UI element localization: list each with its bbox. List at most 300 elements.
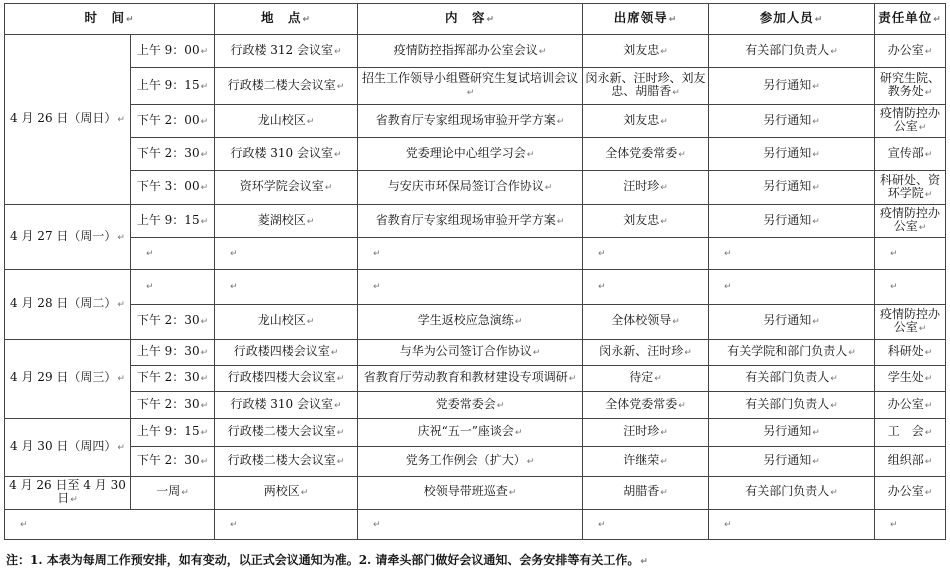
- paragraph-mark: ↵: [200, 400, 209, 411]
- paragraph-mark: ↵: [660, 116, 668, 127]
- paragraph-mark: ↵: [334, 149, 342, 160]
- paragraph-mark: ↵: [924, 189, 933, 200]
- unit-text: 疫情防控办公室: [879, 306, 940, 334]
- place-cell: [215, 304, 358, 339]
- unit-cell: [875, 35, 946, 68]
- paragraph-mark: ↵: [70, 494, 78, 505]
- unit-text: 疫情防控办公室: [879, 106, 940, 134]
- unit-text: 学生处: [887, 370, 924, 385]
- content-text: 校领导带班巡查: [423, 484, 508, 499]
- unit-cell: [875, 68, 946, 105]
- paragraph-mark: ↵: [568, 374, 577, 385]
- unit-text: 工 会: [887, 424, 924, 439]
- paragraph-mark: ↵: [200, 116, 209, 127]
- place-cell: [215, 270, 358, 304]
- time-text: 上午 9：00: [136, 42, 200, 57]
- leader-text: 全体校领导: [611, 313, 672, 328]
- content-text: 学生返校应急演练: [417, 313, 514, 328]
- attendees-text: 有关部门负责人: [745, 484, 830, 499]
- paragraph-mark: ↵: [924, 428, 933, 439]
- paragraph-mark: ↵: [924, 400, 933, 411]
- paragraph-mark: ↵: [660, 46, 668, 57]
- leader-text: 全体党委常委: [605, 145, 678, 160]
- header-unit: 责任单位↵: [875, 4, 946, 35]
- paragraph-mark: ↵: [306, 317, 315, 328]
- date-cell: [5, 339, 131, 419]
- place-text: 行政楼 310 会议室: [230, 145, 333, 160]
- content-cell: [358, 105, 583, 138]
- unit-text: 办公室: [887, 396, 924, 411]
- time-text: 下午 2：30: [136, 396, 200, 411]
- paragraph-mark: ↵: [466, 88, 475, 99]
- content-text: 省教育厅专家组现场审验开学方案: [375, 212, 556, 227]
- header-row: [5, 4, 946, 35]
- place-cell: [215, 509, 358, 539]
- attendees-cell: [709, 509, 875, 539]
- leader-cell: [583, 171, 709, 205]
- content-cell: [358, 205, 583, 238]
- attendees-text: 有关部门负责人: [745, 42, 830, 57]
- leader-text: 闵永新、汪时珍: [599, 344, 684, 359]
- paragraph-mark: ↵: [514, 317, 523, 328]
- paragraph-mark: ↵: [890, 249, 898, 260]
- time-text: 下午 3：00: [136, 179, 200, 194]
- time-cell: [131, 392, 215, 419]
- content-cell: [358, 366, 583, 392]
- table-row: [5, 339, 946, 366]
- paragraph-mark: ↵: [334, 400, 342, 411]
- paragraph-mark: ↵: [117, 443, 125, 454]
- time-cell: [131, 35, 215, 68]
- time-cell: [131, 476, 215, 509]
- paragraph-mark: ↵: [654, 374, 662, 385]
- leader-text: 刘友忠: [623, 212, 660, 227]
- paragraph-mark: ↵: [181, 488, 189, 499]
- paragraph-mark: ↵: [230, 519, 238, 530]
- time-text: 上午 9：15: [136, 212, 200, 227]
- place-cell: [215, 238, 358, 270]
- paragraph-mark: ↵: [514, 428, 523, 439]
- unit-text: 研究生院、教务处: [879, 71, 940, 99]
- attendees-text: 另行通知: [763, 452, 812, 467]
- date-text: 4 月 28 日（周二）: [10, 296, 117, 311]
- paragraph-mark: ↵: [117, 300, 125, 311]
- place-text: 行政楼二楼大会议室: [227, 77, 336, 92]
- leader-text: 汪时珍: [623, 424, 660, 439]
- paragraph-mark: ↵: [230, 249, 238, 260]
- table-row: [5, 419, 946, 447]
- unit-cell: [875, 138, 946, 171]
- place-text: 行政楼二楼大会议室: [227, 452, 336, 467]
- header-attendees: 参加人员↵: [709, 4, 875, 35]
- time-cell: [131, 205, 215, 238]
- time-cell: [131, 270, 215, 304]
- paragraph-mark: ↵: [812, 81, 820, 92]
- leader-text: 许继荣: [623, 452, 660, 467]
- table-row: [5, 68, 946, 105]
- paragraph-mark: ↵: [336, 374, 345, 385]
- place-cell: [215, 68, 358, 105]
- leader-cell: [583, 304, 709, 339]
- content-cell: [358, 476, 583, 509]
- paragraph-mark: ↵: [918, 123, 927, 134]
- paragraph-mark: ↵: [812, 116, 820, 127]
- paragraph-mark: ↵: [200, 374, 209, 385]
- place-cell: [215, 105, 358, 138]
- leader-cell: [583, 35, 709, 68]
- paragraph-mark: ↵: [556, 216, 565, 227]
- paragraph-mark: ↵: [532, 348, 541, 359]
- unit-cell: [875, 105, 946, 138]
- leader-cell: [583, 105, 709, 138]
- attendees-cell: [709, 68, 875, 105]
- unit-cell: [875, 419, 946, 447]
- paragraph-mark: ↵: [812, 456, 820, 467]
- table-row: [5, 105, 946, 138]
- paragraph-mark: ↵: [830, 46, 838, 57]
- attendees-cell: [709, 392, 875, 419]
- content-text: 省教育厅专家组现场审验开学方案: [375, 112, 556, 127]
- unit-text: 宣传部: [887, 145, 924, 160]
- paragraph-mark: ↵: [890, 282, 898, 293]
- time-cell: [131, 419, 215, 447]
- unit-text: 办公室: [887, 42, 924, 57]
- table-row: [5, 509, 946, 539]
- leader-cell: [583, 339, 709, 366]
- paragraph-mark: ↵: [200, 216, 209, 227]
- paragraph-mark: ↵: [508, 488, 517, 499]
- paragraph-mark: ↵: [830, 400, 838, 411]
- paragraph-mark: ↵: [812, 428, 820, 439]
- time-text: 一周: [156, 484, 181, 499]
- time-text: 下午 2：30: [136, 452, 200, 467]
- leader-cell: [583, 447, 709, 477]
- leader-cell: [583, 392, 709, 419]
- paragraph-mark: ↵: [924, 88, 933, 99]
- content-text: 省教育厅劳动教育和教材建设专项调研: [363, 370, 568, 385]
- header-content: 内 容↵: [358, 4, 583, 35]
- date-cell: [5, 419, 131, 477]
- paragraph-mark: ↵: [924, 456, 933, 467]
- attendees-cell: [709, 138, 875, 171]
- paragraph-mark: ↵: [890, 519, 898, 530]
- weekly-schedule-table: [4, 3, 946, 540]
- leader-text: 刘友忠: [623, 42, 660, 57]
- unit-cell: [875, 447, 946, 477]
- paragraph-mark: ↵: [496, 400, 505, 411]
- time-cell: [131, 138, 215, 171]
- attendees-text: 另行通知: [763, 179, 812, 194]
- paragraph-mark: ↵: [200, 149, 209, 160]
- paragraph-mark: ↵: [200, 81, 209, 92]
- content-text: 与华为公司签订合作协议: [399, 344, 532, 359]
- paragraph-mark: ↵: [200, 46, 209, 57]
- time-cell: [131, 447, 215, 477]
- unit-text: 科研处: [887, 344, 924, 359]
- paragraph-mark: ↵: [684, 348, 692, 359]
- unit-cell: [875, 270, 946, 304]
- paragraph-mark: ↵: [830, 488, 838, 499]
- place-cell: [215, 447, 358, 477]
- leader-cell: [583, 138, 709, 171]
- place-text: 龙山校区: [257, 112, 306, 127]
- table-row: [5, 304, 946, 339]
- content-cell: [358, 171, 583, 205]
- paragraph-mark: ↵: [336, 81, 345, 92]
- unit-cell: [875, 392, 946, 419]
- attendees-cell: [709, 205, 875, 238]
- table-row: [5, 35, 946, 68]
- attendees-cell: [709, 447, 875, 477]
- place-cell: [215, 205, 358, 238]
- unit-cell: [875, 366, 946, 392]
- attendees-cell: [709, 476, 875, 509]
- header-place: 地 点↵: [215, 4, 358, 35]
- leader-cell: [583, 205, 709, 238]
- paragraph-mark: ↵: [20, 519, 28, 530]
- place-cell: [215, 419, 358, 447]
- leader-cell: [583, 366, 709, 392]
- paragraph-mark: ↵: [306, 216, 315, 227]
- place-cell: [215, 476, 358, 509]
- content-cell: [358, 270, 583, 304]
- paragraph-mark: ↵: [672, 88, 680, 99]
- content-cell: [358, 419, 583, 447]
- header-leader: 出席领导↵: [583, 4, 709, 35]
- place-cell: [215, 392, 358, 419]
- attendees-cell: [709, 304, 875, 339]
- place-text: 行政楼 310 会议室: [230, 396, 333, 411]
- content-text: 党委常委会: [435, 396, 496, 411]
- unit-text: 组织部: [887, 452, 924, 467]
- attendees-text: 另行通知: [763, 145, 812, 160]
- date-cell: [5, 270, 131, 339]
- paragraph-mark: ↵: [334, 46, 342, 57]
- paragraph-mark: ↵: [830, 374, 838, 385]
- content-cell: [358, 509, 583, 539]
- paragraph-mark: ↵: [230, 282, 238, 293]
- place-text: 行政楼 312 会议室: [230, 42, 333, 57]
- table-row: [5, 138, 946, 171]
- paragraph-mark: ↵: [200, 456, 209, 467]
- place-text: 菱湖校区: [257, 212, 306, 227]
- place-cell: [215, 138, 358, 171]
- time-cell: [131, 304, 215, 339]
- content-text: 与安庆市环保局签订合作协议: [387, 179, 544, 194]
- paragraph-mark: ↵: [918, 323, 927, 334]
- paragraph-mark: ↵: [678, 149, 686, 160]
- place-text: 龙山校区: [257, 313, 306, 328]
- time-text: 上午 9：15: [136, 77, 200, 92]
- paragraph-mark: ↵: [724, 519, 732, 530]
- footnote: 注：1. 本表为每周工作预安排，如有变动，以正式会议通知为准。2. 请牵头部门做好会议通知、会务安排等有关工作。↵: [6, 553, 648, 567]
- attendees-cell: [709, 238, 875, 270]
- place-text: 两校区: [263, 484, 300, 499]
- paragraph-mark: ↵: [146, 282, 154, 293]
- content-cell: [358, 304, 583, 339]
- date-text: 4 月 29 日（周三）: [10, 370, 117, 385]
- date-cell: [5, 509, 215, 539]
- table-row: [5, 270, 946, 304]
- date-cell: [5, 35, 131, 205]
- paragraph-mark: ↵: [526, 149, 535, 160]
- content-cell: [358, 138, 583, 171]
- paragraph-mark: ↵: [918, 223, 927, 234]
- table-row: [5, 476, 946, 509]
- attendees-text: 另行通知: [763, 77, 812, 92]
- content-cell: [358, 68, 583, 105]
- unit-text: 疫情防控办公室: [879, 206, 940, 234]
- paragraph-mark: ↵: [678, 400, 686, 411]
- paragraph-mark: ↵: [660, 488, 668, 499]
- paragraph-mark: ↵: [812, 216, 820, 227]
- paragraph-mark: ↵: [526, 456, 535, 467]
- paragraph-mark: ↵: [660, 428, 668, 439]
- paragraph-mark: ↵: [117, 232, 125, 243]
- leader-cell: [583, 419, 709, 447]
- attendees-cell: [709, 105, 875, 138]
- content-text: 疫情防控指挥部办公室会议: [393, 42, 538, 57]
- date-text: 4 月 26 日至 4 月 30 日: [9, 477, 126, 505]
- content-text: 党委理论中心组学习会: [405, 145, 526, 160]
- attendees-cell: [709, 419, 875, 447]
- unit-cell: [875, 339, 946, 366]
- leader-text: 全体党委常委: [605, 396, 678, 411]
- unit-cell: [875, 476, 946, 509]
- place-text: 资环学院会议室: [239, 179, 324, 194]
- leader-cell: [583, 68, 709, 105]
- time-text: 上午 9：15: [136, 424, 200, 439]
- time-text: 下午 2：30: [136, 370, 200, 385]
- paragraph-mark: ↵: [117, 374, 125, 385]
- place-cell: [215, 366, 358, 392]
- leader-cell: [583, 270, 709, 304]
- content-text: 庆祝“五一”座谈会: [417, 424, 514, 439]
- time-cell: [131, 68, 215, 105]
- paragraph-mark: ↵: [812, 317, 820, 328]
- paragraph-mark: ↵: [300, 488, 309, 499]
- paragraph-mark: ↵: [538, 46, 547, 57]
- paragraph-mark: ↵: [660, 456, 668, 467]
- paragraph-mark: ↵: [924, 149, 933, 160]
- paragraph-mark: ↵: [598, 249, 606, 260]
- content-cell: [358, 392, 583, 419]
- paragraph-mark: ↵: [200, 428, 209, 439]
- attendees-cell: [709, 270, 875, 304]
- time-text: 下午 2：30: [136, 145, 200, 160]
- time-cell: [131, 105, 215, 138]
- paragraph-mark: ↵: [330, 348, 339, 359]
- paragraph-mark: ↵: [724, 282, 732, 293]
- content-cell: [358, 339, 583, 366]
- paragraph-mark: ↵: [200, 317, 209, 328]
- time-text: 下午 2：00: [136, 112, 200, 127]
- paragraph-mark: ↵: [848, 348, 856, 359]
- place-text: 行政楼四楼大会议室: [227, 370, 336, 385]
- place-text: 行政楼二楼大会议室: [227, 424, 336, 439]
- paragraph-mark: ↵: [373, 282, 381, 293]
- schedule-body: [5, 35, 946, 540]
- unit-cell: [875, 205, 946, 238]
- date-cell: [5, 476, 131, 509]
- header-time: 时 间↵: [5, 4, 215, 35]
- paragraph-mark: ↵: [924, 488, 933, 499]
- leader-text: 胡腊香: [623, 484, 660, 499]
- table-row: [5, 366, 946, 392]
- paragraph-mark: ↵: [200, 348, 209, 359]
- paragraph-mark: ↵: [924, 348, 933, 359]
- place-cell: [215, 339, 358, 366]
- place-cell: [215, 171, 358, 205]
- table-row: [5, 447, 946, 477]
- paragraph-mark: ↵: [373, 519, 381, 530]
- attendees-text: 有关部门负责人: [745, 370, 830, 385]
- paragraph-mark: ↵: [373, 249, 381, 260]
- content-cell: [358, 35, 583, 68]
- time-cell: [131, 238, 215, 270]
- date-text: 4 月 26 日（周日）: [10, 111, 117, 126]
- time-cell: [131, 171, 215, 205]
- table-row: [5, 238, 946, 270]
- unit-text: 办公室: [887, 484, 924, 499]
- paragraph-mark: ↵: [306, 116, 315, 127]
- paragraph-mark: ↵: [556, 116, 565, 127]
- paragraph-mark: ↵: [200, 183, 209, 194]
- paragraph-mark: ↵: [924, 374, 933, 385]
- time-cell: [131, 366, 215, 392]
- paragraph-mark: ↵: [336, 428, 345, 439]
- paragraph-mark: ↵: [924, 46, 933, 57]
- time-text: 下午 2：30: [136, 313, 200, 328]
- content-text: 招生工作领导小组暨研究生复试培训会议: [361, 71, 578, 86]
- leader-cell: [583, 238, 709, 270]
- attendees-text: 另行通知: [763, 212, 812, 227]
- unit-cell: [875, 238, 946, 270]
- date-text: 4 月 30 日（周四）: [10, 439, 117, 454]
- unit-cell: [875, 171, 946, 205]
- place-cell: [215, 35, 358, 68]
- place-text: 行政楼四楼会议室: [233, 344, 330, 359]
- paragraph-mark: ↵: [117, 115, 125, 126]
- attendees-cell: [709, 339, 875, 366]
- paragraph-mark: ↵: [324, 183, 333, 194]
- unit-cell: [875, 304, 946, 339]
- paragraph-mark: ↵: [598, 519, 606, 530]
- leader-text: 待定: [629, 370, 654, 385]
- attendees-text: 另行通知: [763, 313, 812, 328]
- date-cell: [5, 205, 131, 270]
- content-text: 党务工作例会（扩大）: [405, 452, 526, 467]
- paragraph-mark: ↵: [660, 183, 668, 194]
- time-cell: [131, 339, 215, 366]
- paragraph-mark: ↵: [598, 282, 606, 293]
- leader-cell: [583, 476, 709, 509]
- unit-text: 科研处、资环学院: [879, 172, 940, 200]
- paragraph-mark: ↵: [724, 249, 732, 260]
- leader-text: 汪时珍: [623, 179, 660, 194]
- unit-cell: [875, 509, 946, 539]
- leader-cell: [583, 509, 709, 539]
- attendees-text: 有关部门负责人: [745, 396, 830, 411]
- leader-text: 刘友忠: [623, 112, 660, 127]
- paragraph-mark: ↵: [812, 183, 820, 194]
- paragraph-mark: ↵: [812, 149, 820, 160]
- attendees-text: 另行通知: [763, 424, 812, 439]
- paragraph-mark: ↵: [660, 216, 668, 227]
- attendees-cell: [709, 171, 875, 205]
- paragraph-mark: ↵: [672, 317, 680, 328]
- attendees-cell: [709, 35, 875, 68]
